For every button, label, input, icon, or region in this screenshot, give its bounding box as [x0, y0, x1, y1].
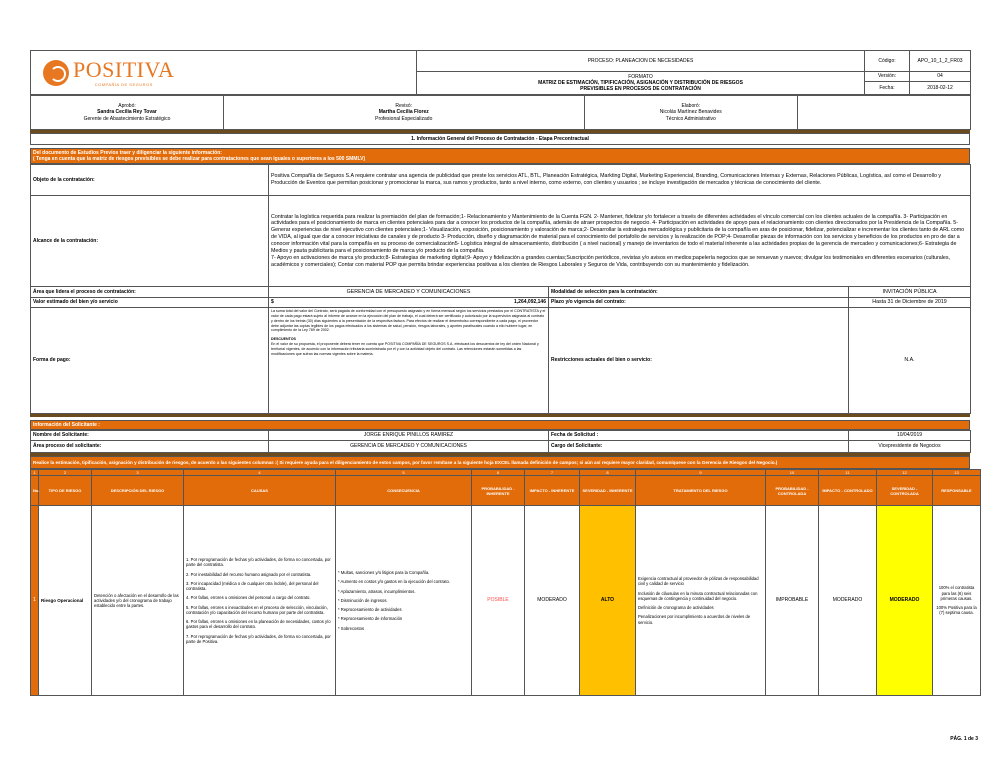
valor-label: Valor estimado del bien y/o servicio	[31, 298, 269, 308]
elaboro-label: Elaboró:	[681, 103, 701, 110]
causas-list	[184, 506, 336, 696]
risk-instructions: Realice la estimación, tipificación, asignación y distribución de riesgos, de acuerdo a las siguientes columnas :( Si requiere ayuda para el diligenciamiento de estos campos, por favor remítase a la siguiente hoja EXCEL llamada definición de campos; si aún así requiere mayor claridad, comuníquese con la Gerencia de Riesgos del Negocio.)	[30, 456, 970, 469]
elaboro-name: Nicolás Martínez Benavides	[659, 109, 722, 116]
causas-item: 1. Por reprogramación de fechas y/o actividades, de forma no concertada, por parte del contratista.	[186, 557, 331, 568]
impacto-controlado: MODERADO	[819, 506, 877, 696]
nombre-label: Nombre del Solicitante:	[31, 431, 269, 441]
column-header: CONSECUENCIA	[336, 476, 472, 506]
modalidad-value: INVITACIÓN PÚBLICA	[849, 287, 971, 298]
version-value: 04	[910, 72, 971, 82]
fecha-value: 2018-02-12	[910, 82, 971, 95]
table-row	[31, 506, 981, 696]
row-number: 1	[31, 506, 39, 696]
column-header: RESPONSABLE	[933, 476, 981, 506]
reviso-name: Martha Cecilia Florez	[378, 109, 429, 116]
column-number: 12	[877, 470, 933, 476]
process-name: PROCESO: PLANEACION DE NECESIDADES	[417, 51, 865, 72]
consecuencias-item: * Aumento en costos y/o gastos en la ejecución del contrato.	[338, 579, 450, 585]
logo-name: POSITIVA	[73, 56, 175, 82]
consecuencias-item: * Reprocesamiento de información	[338, 616, 403, 622]
fecha-solicitud-label: Fecha de Solicitud :	[549, 431, 849, 441]
impacto-inherente: MODERADO	[525, 506, 580, 696]
column-header: TIPO DE RIESGO	[39, 476, 92, 506]
aprobo-name: Sandra Cecilia Rey Tovar	[97, 109, 157, 116]
objeto-label: Objeto de la contratación:	[31, 165, 269, 196]
severidad-controlada: MODERADO	[877, 506, 933, 696]
descuentos-title: DESCUENTOS	[271, 337, 296, 342]
section1-instructions	[30, 148, 970, 164]
reviso-role: Profesional Especializado	[375, 115, 433, 122]
consecuencias-item: * Reprocesamiento de actividades	[338, 607, 402, 613]
fecha-label: Fecha:	[865, 82, 910, 95]
descuentos-text: En el valor de su propuesta, el proponente deberá tener en cuenta que POSITIVA COMPAÑÍA DE SEGUROS S.A. efectuará los descuentos de ley del orden Nacional y territorial vigentes, de acuerdo con la información tributaria suministrada por él y con la actividad objeto del contrato. Las retenciones estarán sometidas a las modificaciones que sufran las normas vigentes sobre la materia.	[271, 342, 539, 356]
blank-cell	[798, 96, 971, 130]
column-header: PROBABILIDAD - CONTROLADA	[766, 476, 819, 506]
column-header: DESCRIPCIÓN DEL RIESGO	[92, 476, 184, 506]
consecuencias-list	[336, 506, 472, 696]
format-title-cell	[417, 72, 865, 95]
alcance-label: Alcance de la contratación:	[31, 196, 269, 287]
consecuencias-item: * Sobrecostos	[338, 625, 365, 631]
plazo-value: Hasta 31 de Diciembre de 2019	[849, 298, 971, 308]
column-header: IMPACTO - CONTROLADO	[819, 476, 877, 506]
column-number: 11	[819, 470, 877, 476]
logo-cell	[31, 51, 187, 95]
forma-pago-value	[269, 308, 549, 414]
cargo-value: Vicepresidente de Negocios	[849, 441, 971, 453]
tratamiento-list	[636, 506, 766, 696]
format-label: FORMATO	[628, 73, 653, 80]
codigo-value: APO_10_1_2_FR03	[910, 51, 971, 72]
column-number: 13	[933, 470, 981, 476]
column-number: 9	[636, 470, 766, 476]
column-number: 5	[336, 470, 472, 476]
section1-title: 1. Información General del Proceso de Contratación - Etapa Precontractual	[30, 133, 970, 145]
general-info-table	[30, 164, 971, 414]
aprobo-role: Gerente de Abastecimiento Estratégico	[83, 115, 171, 122]
cargo-label: Cargo del Solicitante:	[549, 441, 849, 453]
consecuencias-item: * Disminución de ingresos.	[338, 597, 388, 603]
causas-item: 6. Por fallas, errores u omisiones en la planeación de necesidades, costos y/o gastos para el desarrollo del contrato.	[186, 619, 331, 630]
logo-mark-icon	[43, 60, 69, 86]
document-header	[30, 50, 971, 95]
column-number: 2	[39, 470, 92, 476]
objeto-value: Positiva Compañía de Seguros S.A requiere contratar una agencia de publicidad que preste los servicios ATL, BTL, Planeación Estratégica, Markting Digital, Marketing Experiencial, Branding, Comunicaciones Internas y Externas, Relaciones Públicas, Logística, así como el Desarrollo y Producción de Eventos que permitan posicionar y promocionar la marca, sus ramos y productos, tanto a nivel interno, como externo, con clientes y usuarios ; se incluye investigación de mercados y técnicas de conocimiento del cliente.	[269, 165, 971, 196]
nombre-value: JORGE ENRIQUE PINILLOS RAMIREZ	[269, 431, 549, 441]
forma-pago-label: Forma de pago:	[31, 308, 269, 414]
causas-item: 7. Por reprogramación de fechas y/o actividades, de forma no concertada, por parte de Positiva.	[186, 633, 331, 644]
consecuencias-item: * Aplazamiento, atrasos, incumplimientos.	[338, 588, 416, 594]
page-number: PÁG. 1 de 3	[950, 736, 978, 742]
tipo-riesgo: Riesgo Operacional	[39, 506, 92, 696]
causas-item: 3. Por incapacidad (médica o de cualquier otra índole), del personal del contratista.	[186, 580, 319, 591]
column-header: CAUSAS	[184, 476, 336, 506]
format-title-line1: MATRIZ DE ESTIMACIÓN, TIPIFICACIÓN, ASIGNACIÓN Y DISTRIBUCIÓN DE RIESGOS	[538, 79, 743, 86]
column-header: SEVERIDAD - CONTROLADA	[877, 476, 933, 506]
area-label: Área que lidera el proceso de contratación:	[31, 287, 269, 298]
causas-item: 5. Por fallas, errores o inexactitudes en el proceso de selección, vinculación, contratación y/o capacitación del recurso humano por parte del contratista.	[186, 604, 328, 615]
column-number: 7	[525, 470, 580, 476]
probabilidad-controlada: IMPROBABLE	[766, 506, 819, 696]
area-solicitante-value: GERENCIA DE MERCADEO Y COMUNICACIONES	[269, 441, 549, 453]
reviso-cell	[224, 96, 798, 130]
causas-item: 4. Por fallas, errores u omisiones del personal a cargo del contrato.	[186, 595, 311, 601]
descripcion-riesgo: Detención o afectación en el desarrollo de las actividades y/o del cronograma de trabajo establecido entre la partes.	[92, 506, 184, 696]
responsable-item: 100% Positiva para la (7) septima causa.	[936, 605, 977, 616]
column-header-row	[31, 476, 981, 506]
tratamiento-item: Exigencia contractual al proveedor de pólizas de responsabilidad civil y calidad de servicio	[638, 576, 759, 587]
tratamiento-item: Definición de cronograma de actividades	[638, 605, 714, 611]
modalidad-label: Modalidad de selección para la contratación:	[549, 287, 849, 298]
restricciones-label: Restricciones actuales del bien o servicio:	[549, 308, 849, 414]
restricciones-value: N.A.	[849, 308, 971, 414]
column-header: SEVERIDAD - INHERENTE	[580, 476, 636, 506]
area-solicitante-label: Área proceso del solicitante:	[31, 441, 269, 453]
instruction-line2: ( Tenga en cuenta que la matriz de riesgos previsibles se debe realizar para contrataciones que sean iguales o superiores a los 500 SMMLV)	[33, 156, 366, 162]
column-number: 10	[766, 470, 819, 476]
responsable-item: 100% el contratista para las (6) seis primeras causas.	[938, 585, 975, 601]
reviso-block	[224, 96, 584, 129]
solicitante-table	[30, 430, 971, 453]
approvals-row	[30, 95, 971, 130]
version-label: Versión:	[865, 72, 910, 82]
alcance-text-1: Contratar la logística requerida para realizar la premiación del plan de formación;1- Relacionamiento y Mantenimiento de la Cuenta FGN. 2- Mantener, fidelizar y/o fortalecer a través de diferentes actividades el vínculo comercial con los clientes actuales de la compañía. 3- Participación en actividades para el posicionamiento de marca en clientes potenciales para dar a conocer los productos de la compañía, además de atraer prospectos de negocio. 4- Participación en actividades de apoyo para el relacionamiento con clientes direccionados por la Presidencia de la Compañía. 5- Generar experiencias de nivel ejecutivo con clientes potenciales;1- Visualización, exposición, posicionamiento y valoración de marca;2- Desarrollar la estrategia mercadológica y publicitaria de la compañía en aras de posicionar, fidelizar, potencializar e incrementar los clientes tanto de ARL como de VIDA, al igual que dar a conocer iniciativas de canales y de producto 3- Producción, diseño y diagramación de material para el conocimiento del portafolio de servicios y la realización de POP;4- Desarrollar piezas de información con los servicios y beneficios de los productos en pro de dar a conocer información vital para la compañía en su proceso de comercialización5- Logística integral de almacenamiento, distribución ( a nivel nacional) y manejo de inventarios de todo el material inherente a las actividades propias de la gerencia de mercadeo y comunicaciones;6- Estrategia de Medios y pauta publicitaria para el posicionamiento de marca y/o producto de la compañía.	[271, 213, 965, 254]
causas-item: 2. Por inestabilidad del recurso humano asignado por el contratista.	[186, 571, 312, 577]
column-number: 3	[92, 470, 184, 476]
alcance-text-2: 7- Apoyo en activaciones de marca y/o producto;8- Estrategias de marketing digital;9- Apoyo y fidelización a grandes cuentas;Suscripción periódicos, revistas y/o avisos en medios;papelería negocios que se renuevan y nuevos; divulgar los testimoniales en diferentes escenarios (culturales, académicos y comerciales); Contar con material POP que permita brindar experiencias positivas a los clientes de Riesgos Laborales y Seguros de Vida, contribuyendo con su mantenimiento y fidelización.	[271, 254, 950, 268]
valor-value: 1,264,092,146	[514, 299, 546, 306]
column-number: 1	[31, 470, 39, 476]
alcance-value	[269, 196, 971, 287]
column-header: No.	[31, 476, 39, 506]
document-page	[30, 50, 977, 696]
column-number: 6	[472, 470, 525, 476]
area-value: GERENCIA DE MERCADEO Y COMUNICACIONES	[269, 287, 549, 298]
consecuencias-item: * Multas, sanciones y/o litigios para la Compañía.	[338, 570, 430, 576]
column-number: 4	[184, 470, 336, 476]
column-header: TRATAMIENTO DEL RIESGO	[636, 476, 766, 506]
format-title-line2: PREVISIBLES EN PROCESOS DE CONTRATACIÓN	[580, 86, 701, 93]
column-header: IMPACTO - INHERENTE	[525, 476, 580, 506]
risk-matrix-table	[30, 469, 981, 696]
valor-currency: $	[271, 299, 274, 306]
positiva-logo	[33, 58, 185, 88]
column-header: PROBABILIDAD - INHERENTE	[472, 476, 525, 506]
aprobo-cell	[31, 96, 224, 130]
codigo-label: Código:	[865, 51, 910, 72]
valor-cell	[269, 298, 549, 308]
plazo-label: Plazo y/o vigencia del contrato:	[549, 298, 849, 308]
instruction-line1: Del documento de Estudios Previos traer y diligenciar la siguiente información:	[33, 150, 222, 156]
aprobo-label: Aprobó:	[118, 103, 136, 110]
severidad-inherente: ALTO	[580, 506, 636, 696]
tratamiento-item: Inclusión de cláusulas en la minuta contractual relacionadas con esquemas de contingencia y continuidad del negocio.	[638, 590, 758, 601]
probabilidad-inherente: POSIBLE	[472, 506, 525, 696]
column-number: 8	[580, 470, 636, 476]
responsable-list	[933, 506, 981, 696]
elaboro-role: Técnico Administrativo	[665, 115, 716, 122]
solicitante-title: Información del Solicitante :	[30, 420, 970, 430]
tratamiento-item: Penalizaciones por incumplimiento a acuerdos de niveles de servicio.	[638, 614, 751, 625]
forma-pago-text: La suma total del valor del Contrato, será pagada de conformidad con el presupuesto asignado y en forma mensual según los servicios prestados por el CONTRATISTA y el valor de cada pago estará sujeto al informe de avance en la ejecución del plan de trabajo, el cual deberá ser certificado y autorizado por la supervisión asignada al contrato y dentro de los treinta (30) días siguientes a la presentación de la respectiva factura. Para efectos de realizar el desembolso correspondiente a cada pago, el proveedor debe adjuntar las copias legibles de los pagos efectuados a los sistemas de salud, pensión, riesgos laborales, y aportes parafiscales cuando a ello hubiere lugar, en cumplimiento de la Ley 789 de 2002.	[271, 309, 546, 333]
reviso-label: Revisó:	[395, 103, 413, 110]
fecha-solicitud-value: 10/04/2019	[849, 431, 971, 441]
elaboro-block	[584, 96, 797, 129]
logo-subtitle: COMPAÑÍA DE SEGUROS	[94, 81, 153, 87]
